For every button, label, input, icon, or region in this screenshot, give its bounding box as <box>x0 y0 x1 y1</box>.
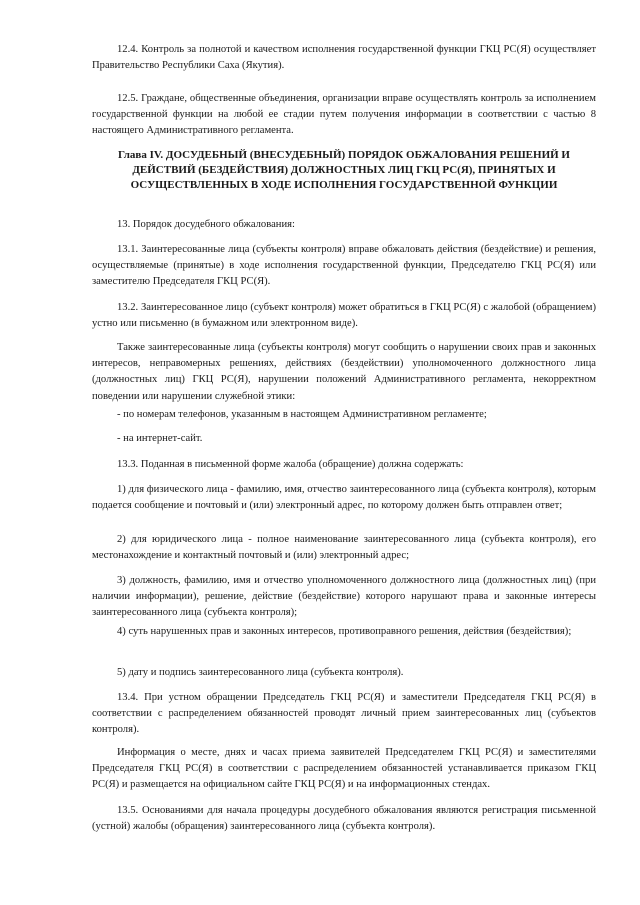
list-item-1: 1) для физического лица - фамилию, имя, отчество заинтересованного лица (субъекта контроля), которым подается сообщение и почтовый и (или) электронный адрес, по которому должен быть отправлен ответ; <box>92 484 596 512</box>
list-item-4: 4) суть нарушенных прав и законных интересов, противоправного решения, действия (бездействия); <box>117 626 572 637</box>
list-item-5: 5) дату и подпись заинтересованного лица (субъекта контроля). <box>117 667 404 678</box>
paragraph-13-3: 13.3. Поданная в письменной форме жалоба (обращение) должна содержать: <box>117 459 464 470</box>
paragraph-13-2: 13.2. Заинтересованное лицо (субъект контроля) может обратиться в ГКЦ РС(Я) с жалобой (обращением) устно или письменно (в бумажном или электронном виде). <box>92 302 596 330</box>
list-item-2: 2) для юридического лица - полное наименование заинтересованного лица (субъекта контроля), его местонахождение и контактный почтовый и (или) электронный адрес; <box>92 534 596 562</box>
paragraph-12-4: 12.4. Контроль за полнотой и качеством исполнения государственной функции ГКЦ РС(Я) осуществляет Правительство Республики Саха (Якутия). <box>92 44 596 72</box>
paragraph-13-5: 13.5. Основаниями для начала процедуры досудебного обжалования являются регистрация письменной (устной) жалобы (обращения) заинтересованного лица (субъекта контроля). <box>92 805 596 833</box>
paragraph-13-2-continued: Также заинтересованные лица (субъекты контроля) могут сообщить о нарушении своих прав и законных интересов, неправомерных решениях, действиях (бездействии) уполномоченного должностного лица (должностных лиц) ГКЦ РС(Я), нарушении положений Административного регламента, некорректном поведении или нарушении служебной этики: <box>92 342 596 402</box>
paragraph-13-1: 13.1. Заинтересованные лица (субъекты контроля) вправе обжаловать действия (бездействие) и решения, осуществляемые (принятые) в ходе исполнения государственной функции, Председателю ГКЦ РС(Я) или заместителю Председателя ГКЦ РС(Я). <box>92 244 596 288</box>
chapter-heading: Глава IV. ДОСУДЕБНЫЙ (ВНЕСУДЕБНЫЙ) ПОРЯДОК ОБЖАЛОВАНИЯ РЕШЕНИЙ И ДЕЙСТВИЙ (БЕЗДЕЙСТВИЯ) ДОЛЖНОСТНЫХ ЛИЦ ГКЦ РС(Я), ПРИНЯТЫХ И ОСУЩЕСТВЛЕННЫХ В ХОДЕ ИСПОЛНЕНИЯ ГОСУДАРСТВЕННОЙ ФУНКЦИИ <box>118 149 570 191</box>
paragraph-13-4-continued: Информация о месте, днях и часах приема заявителей Председателем ГКЦ РС(Я) и заместителями Председателя ГКЦ РС(Я) в соответствии с распределением обязанностей устанавливается приказом ГКЦ РС(Я) и размещается на официальном сайте ГКЦ РС(Я) и на информационных стендах. <box>92 747 596 791</box>
paragraph-12-5: 12.5. Граждане, общественные объединения, организации вправе осуществлять контроль за исполнением государственной функции на любой ее стадии путем получения информации в соответствии с частью 8 настоящего Административного регламента. <box>92 93 596 137</box>
paragraph-website: - на интернет-сайт. <box>117 433 203 444</box>
paragraph-13: 13. Порядок досудебного обжалования: <box>117 219 295 230</box>
list-item-3: 3) должность, фамилию, имя и отчество уполномоченного должностного лица (должностных лиц) (при наличии информации), решение, действие (бездействие) которого нарушают права и законные интересы заинтересованного лица (субъекта контроля); <box>92 575 596 619</box>
paragraph-13-4: 13.4. При устном обращении Председатель ГКЦ РС(Я) и заместители Председателя ГКЦ РС(Я) в соответствии с распределением обязанностей проводят личный прием заинтересованных лиц (субъектов контроля). <box>92 692 596 736</box>
paragraph-phone: - по номерам телефонов, указанным в настоящем Административном регламенте; <box>117 409 487 420</box>
